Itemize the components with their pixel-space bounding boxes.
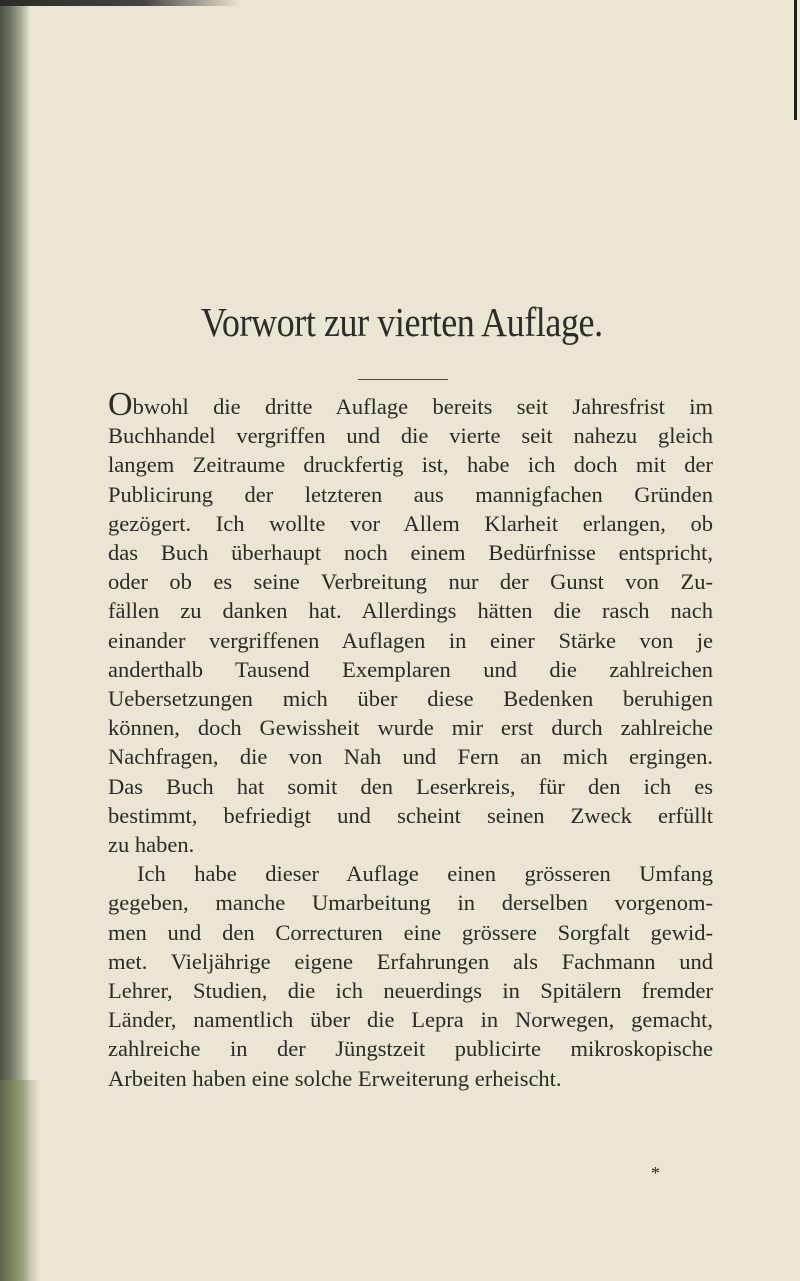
signature-mark: * — [651, 1163, 660, 1183]
text-line: anderthalb Tausend Exemplaren und die zahlreichen — [108, 656, 713, 682]
text-line: zu haben. — [108, 832, 195, 858]
text-line: einander vergriffenen Auflagen in einer Stärke von je — [108, 627, 713, 653]
text-line: Lehrer, Studien, die ich neuerdings in Spitälern fremder — [108, 978, 713, 1004]
text-line: oder ob es seine Verbreitung nur der Gunst von Zu- — [108, 569, 713, 595]
text-line: gegeben, manche Umarbeitung in derselben vorgenom- — [108, 890, 713, 916]
text-line: bestimmt, befriedigt und scheint seinen Zweck erfüllt — [108, 802, 713, 828]
text-line: langem Zeitraume druckfertig ist, habe ich doch mit der — [108, 452, 713, 478]
drop-capital: O — [108, 386, 133, 423]
right-page-edge — [794, 0, 797, 120]
text-line: gezögert. Ich wollte vor Allem Klarheit erlangen, ob — [108, 510, 713, 536]
text-line: das Buch überhaupt noch einem Bedürfnisse entspricht, — [108, 540, 713, 566]
text-line: können, doch Gewissheit wurde mir erst durch zahlreiche — [108, 715, 713, 741]
text-line: Arbeiten haben eine solche Erweiterung erheischt. — [108, 1065, 562, 1091]
text-line: Publicirung der letzteren aus mannigfachen Gründen — [108, 481, 713, 507]
text-line: Uebersetzungen mich über diese Bedenken beruhigen — [108, 686, 713, 712]
text-line: Das Buch hat somit den Leserkreis, für den ich es — [108, 773, 713, 799]
text-line: met. Vieljährige eigene Erfahrungen als Fachmann und — [108, 948, 713, 974]
title-divider — [358, 379, 448, 380]
page-title: Vorwort zur vierten Auflage. — [200, 299, 603, 345]
text-line: Länder, namentlich über die Lepra in Norwegen, gemacht, — [108, 1007, 713, 1033]
text-line: zahlreiche in der Jüngstzeit publicirte mikroskopische — [108, 1036, 713, 1062]
preface-body — [108, 386, 713, 1093]
text-line: Buchhandel vergriffen und die vierte seit nahezu gleich — [108, 423, 713, 449]
paragraph-2 — [108, 859, 713, 1093]
text-line: fällen zu danken hat. Allerdings hätten die rasch nach — [108, 598, 713, 624]
text-line: Nachfragen, die von Nah und Fern an mich ergingen. — [108, 744, 713, 770]
text-line: Obwohl die dritte Auflage bereits seit Jahresfrist im — [108, 386, 713, 423]
text-line: men und den Correcturen eine grössere Sorgfalt gewid- — [108, 919, 713, 945]
paragraph-1 — [108, 386, 713, 859]
text-line: Ich habe dieser Auflage einen grösseren Umfang — [137, 861, 713, 887]
top-page-edge — [0, 0, 240, 6]
binding-stain — [0, 1080, 40, 1281]
